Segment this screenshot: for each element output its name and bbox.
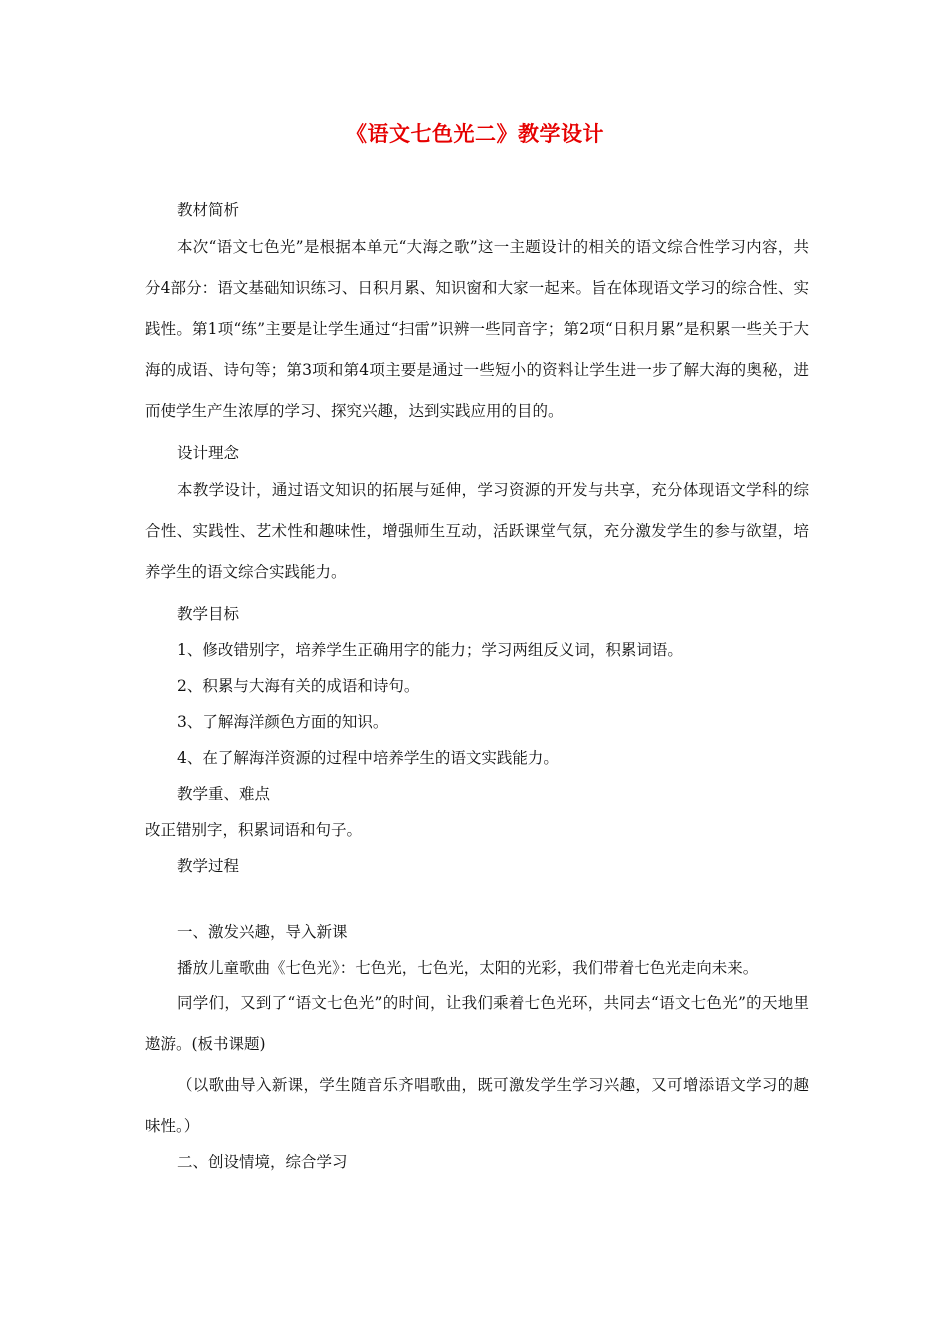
heading-teaching-process: 教学过程 (177, 857, 240, 875)
heading-teaching-goals: 教学目标 (177, 605, 240, 623)
paragraph-step-1-intro: 同学们，又到了“语文七色光”的时间，让我们乘着七色光环，共同去“语文七色光”的天地里遨游。(板书课题) (145, 994, 809, 1053)
paragraph-step-1-note: （以歌曲导入新课，学生随音乐齐唱歌曲，既可激发学生学习兴趣，又可增添语文学习的趣味性。） (145, 1076, 809, 1135)
paragraph-textbook-analysis: 本次“语文七色光”是根据本单元“大海之歌”这一主题设计的相关的语文综合性学习内容，共分4部分：语文基础知识练习、日积月累、知识窗和大家一起来。旨在体现语文学习的综合性、实践性。第1项“练”主要是让学生通过“扫雷”识辨一些同音字；第2项“日积月累”是积累一些关于大海的成语、诗句等；第3项和第4项主要是通过一些短小的资料让学生进一步了解大海的奥秘，进而使学生产生浓厚的学习、探究兴趣，达到实践应用的目的。 (145, 238, 809, 420)
list-item-goal-4: 4、在了解海洋资源的过程中培养学生的语文实践能力。 (177, 749, 559, 767)
paragraph-step-1-song: 播放儿童歌曲《七色光》：七色光，七色光，太阳的光彩，我们带着七色光走向未来。 (177, 959, 759, 977)
list-item-goal-1: 1、修改错别字，培养学生正确用字的能力；学习两组反义词，积累词语。 (177, 641, 683, 659)
paragraph-key-points: 改正错别字，积累词语和句子。 (145, 821, 363, 839)
document-body (145, 195, 809, 1177)
heading-textbook-analysis: 教材简析 (177, 201, 240, 219)
list-item-goal-2: 2、积累与大海有关的成语和诗句。 (177, 677, 420, 695)
document-title: 《语文七色光二》教学设计 (346, 121, 604, 146)
paragraph-design-concept: 本教学设计，通过语文知识的拓展与延伸，学习资源的开发与共享，充分体现语文学科的综合性、实践性、艺术性和趣味性，增强师生互动，活跃课堂气氛，充分激发学生的参与欲望，培养学生的语文综合实践能力。 (145, 481, 809, 581)
heading-key-points: 教学重、难点 (177, 785, 271, 803)
list-item-goal-3: 3、了解海洋颜色方面的知识。 (177, 713, 389, 731)
heading-step-1: 一、激发兴趣，导入新课 (177, 923, 348, 941)
heading-step-2: 二、创设情境，综合学习 (177, 1153, 348, 1171)
heading-design-concept: 设计理念 (177, 444, 240, 462)
